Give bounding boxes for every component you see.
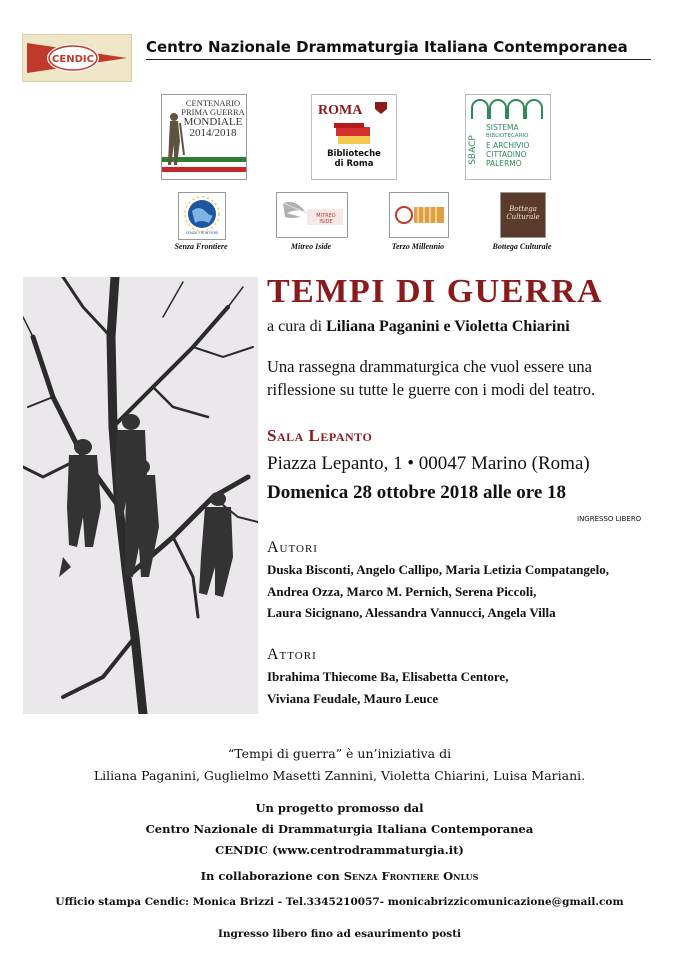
bottega-culturale-caption: Bottega Culturale: [492, 242, 552, 251]
authors-line: Andrea Ozza, Marco M. Pernich, Serena Piccoli,: [267, 583, 537, 599]
actors-list: [267, 666, 508, 709]
collab-org: Senza Frontiere Onlus: [343, 869, 479, 883]
sbacp-text: [486, 123, 548, 168]
sbacp-line: PALERMO: [486, 159, 522, 168]
venue-address: Piazza Lepanto, 1 • 00047 Marino (Roma): [267, 453, 590, 474]
promo-line-2: Centro Nazionale di Drammaturgia Italiana Contemporanea: [145, 822, 534, 836]
roma-label: ROMA: [318, 103, 363, 118]
intro-line: riflessione su tutte le guerre con i modi del teatro.: [267, 380, 596, 399]
bottega-culturale-logo: [500, 192, 546, 238]
org-title: Centro Nazionale Drammaturgia Italiana Contemporanea: [146, 38, 628, 56]
film-strip-icon: [390, 193, 448, 237]
event-title: TEMPI DI GUERRA: [267, 273, 604, 310]
sbacp-line: SISTEMA: [486, 123, 519, 132]
event-intro: [267, 355, 667, 401]
cendic-logo-text: CENDIC: [52, 54, 94, 65]
centenario-line: 2014/2018: [189, 127, 237, 139]
soldiers-in-tree-image: [23, 277, 258, 714]
initiative-line-1: “Tempi di guerra” è un’iniziativa di: [227, 746, 452, 761]
sbacp-vertical-label: SBACP: [467, 135, 478, 165]
entry-note: Ingresso libero fino ad esaurimento posti: [217, 928, 462, 940]
authors-list: [267, 559, 609, 624]
roma-line: di Roma: [334, 159, 374, 169]
centenario-line: MONDIALE: [183, 116, 243, 128]
promo-line-3: CENDIC (www.centrodrammaturgia.it): [215, 843, 464, 857]
actors-line: Ibrahima Thiecome Ba, Elisabetta Centore,: [267, 669, 509, 684]
roma-line: Biblioteche: [327, 149, 381, 159]
senza-frontiere-logo: [178, 192, 226, 240]
arches-icon: [470, 98, 546, 120]
roma-crest-icon: [374, 101, 388, 115]
mitreo-iside-logo: [276, 192, 348, 238]
cendic-emblem-icon: [23, 35, 131, 81]
authors-line: Duska Bisconti, Angelo Callipo, Maria Letizia Compatangelo,: [267, 562, 609, 577]
header-rule: [146, 59, 651, 60]
bottega-inner: Bottega Culturale: [506, 205, 540, 221]
actors-line: Viviana Feudale, Mauro Leuce: [267, 690, 439, 706]
cendic-logo: [22, 34, 132, 82]
event-datetime: Domenica 28 ottobre 2018 alle ore 18: [267, 482, 567, 503]
curators-line: [267, 318, 570, 336]
centenario-line: CENTENARIO: [185, 98, 241, 108]
biblioteche-label: [312, 149, 396, 169]
sbacp-line: E ARCHIVIO: [486, 141, 530, 150]
senza-frontiere-caption: Senza Frontiere: [174, 242, 228, 251]
curated-by-label: a cura di: [267, 318, 323, 335]
senza-frontiere-inner: SENZA FRONTIERE: [185, 231, 219, 235]
collab-prefix: In collaborazione con: [200, 869, 340, 883]
intro-line: Una rassegna drammaturgica che vuol essere una: [267, 357, 592, 376]
venue-name: Sala Lepanto: [267, 426, 373, 445]
curators-names: Liliana Paganini e Violetta Chiarini: [326, 318, 570, 335]
collaboration-line: [0, 869, 679, 883]
authors-line: Laura Sicignano, Alessandra Vannucci, Angela Villa: [267, 605, 556, 620]
press-office-line: Ufficio stampa Cendic: Monica Brizzi - Tel.3345210057- monicabrizzicomunicazione@gmail.com: [55, 896, 624, 908]
mitreo-iside-caption: Mitreo Iside: [290, 242, 332, 251]
terzo-millennio-caption: Terzo Millennio: [391, 242, 445, 251]
roma-biblioteche-logo: [311, 94, 397, 180]
sbacp-logo: [465, 94, 551, 180]
promo-line-1: Un progetto promosso dal: [255, 801, 424, 815]
free-entry-badge: INGRESSO LIBERO: [577, 515, 642, 523]
mitreo-inner: MITREO ISIDE: [316, 213, 336, 225]
sbacp-line: CITTADINO: [486, 150, 527, 159]
terzo-millennio-logo: [389, 192, 449, 238]
books-icon: [332, 123, 376, 147]
actors-heading: Attori: [267, 646, 317, 663]
centenario-line: PRIMA GUERRA: [181, 107, 245, 117]
initiative-line-2: Liliana Paganini, Guglielmo Masetti Zannini, Violetta Chiarini, Luisa Mariani.: [93, 768, 586, 783]
soldiers-tree-photo: [23, 277, 258, 714]
soldier-icon: [162, 95, 246, 179]
centenario-logo: [161, 94, 247, 180]
authors-heading: Autori: [267, 539, 318, 556]
sbacp-line: BIBLIOTECARIO: [486, 133, 529, 139]
